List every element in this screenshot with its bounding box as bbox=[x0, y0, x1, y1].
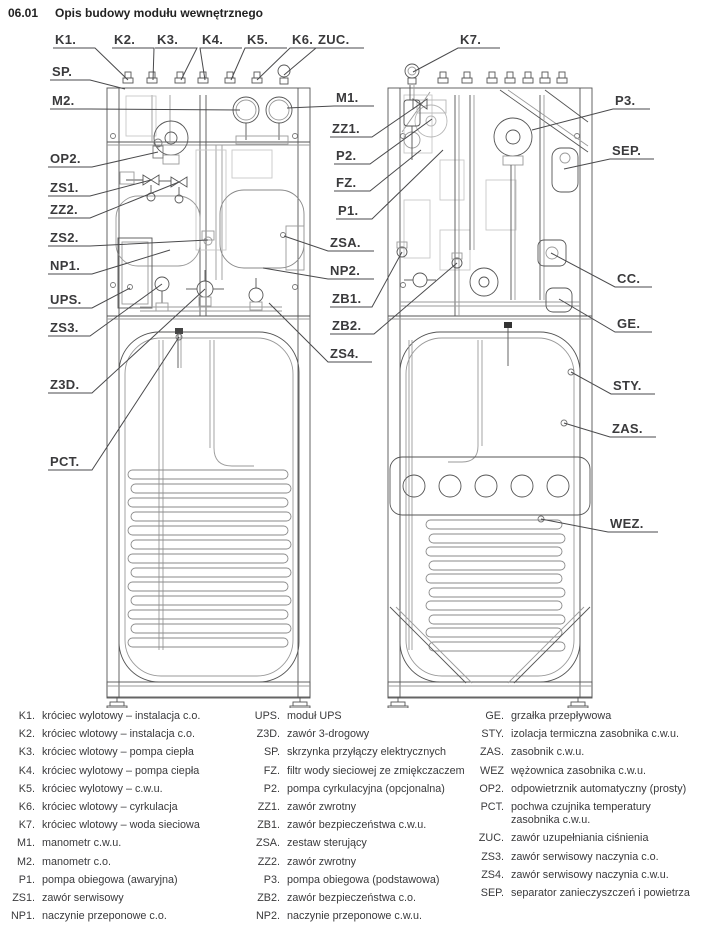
callout-label: CC. bbox=[617, 271, 641, 286]
callout-sty bbox=[571, 372, 655, 394]
legend-desc: moduł UPS bbox=[287, 710, 342, 722]
legend-item-k1 bbox=[2, 710, 234, 723]
callout-np2 bbox=[263, 263, 374, 279]
legend-desc: zawór zwrotny bbox=[287, 801, 356, 814]
legend-desc: odpowietrznik automatyczny (prosty) bbox=[511, 782, 687, 795]
legend-abbr: SP. bbox=[263, 746, 280, 759]
legend-item-zuc bbox=[460, 832, 704, 845]
legend-item-zz2 bbox=[238, 856, 462, 869]
callout-label: ZB2. bbox=[332, 318, 362, 333]
callout-zas bbox=[564, 421, 656, 437]
callout-label: NP2. bbox=[330, 263, 361, 278]
legend-abbr: P1. bbox=[18, 873, 35, 886]
legend-desc: manometr c.o. bbox=[42, 855, 112, 868]
legend-item-k3 bbox=[2, 746, 234, 759]
legend-abbr: Z3D. bbox=[256, 728, 280, 741]
callout-label: M2. bbox=[52, 93, 75, 108]
sensor-pocket-pct bbox=[175, 328, 183, 368]
callout-op2 bbox=[48, 151, 158, 167]
section-number: 06.01 bbox=[8, 6, 39, 20]
callout-label: SP. bbox=[52, 64, 73, 79]
legend-item-k7 bbox=[2, 819, 234, 832]
legend-item-zb1 bbox=[238, 819, 462, 832]
feet-right bbox=[388, 697, 588, 708]
legend-desc: grzałka przepływowa bbox=[511, 710, 612, 722]
callout-k7 bbox=[413, 32, 500, 72]
legend-abbr: ZUC. bbox=[478, 832, 504, 845]
legend-abbr: ZB2. bbox=[257, 892, 280, 905]
manometer-m2 bbox=[233, 97, 259, 140]
callout-label: OP2. bbox=[50, 151, 81, 166]
legend-item-zs3 bbox=[460, 851, 704, 864]
legend-desc: pochwa czujnika temperatury zasobnika c.w.u. bbox=[511, 801, 651, 827]
callout-label: NP1. bbox=[50, 258, 81, 273]
legend-desc: króciec wylotowy – c.w.u. bbox=[42, 782, 163, 795]
legend-desc: wężownica zasobnika c.w.u. bbox=[511, 764, 647, 777]
legend-abbr: P3. bbox=[263, 873, 280, 886]
legend-desc: naczynie przeponowe c.w.u. bbox=[287, 910, 423, 923]
legend-item-p3 bbox=[238, 874, 462, 887]
right-drawing bbox=[388, 64, 592, 708]
legend-item-np2 bbox=[238, 910, 462, 923]
legend-item-sty bbox=[460, 728, 704, 741]
callout-label: SEP. bbox=[612, 143, 642, 158]
legend-abbr: K7. bbox=[18, 819, 35, 832]
legend-desc: pompa cyrkulacyjna (opcjonalna) bbox=[287, 782, 445, 795]
callout-label: ZS3. bbox=[50, 320, 79, 335]
legend-item-z3d bbox=[238, 728, 462, 741]
callout-zs1 bbox=[48, 180, 151, 196]
manometer-m1 bbox=[266, 97, 292, 140]
valve-zs1 bbox=[143, 175, 159, 201]
callout-label: FZ. bbox=[336, 175, 357, 190]
legend-item-ups bbox=[238, 710, 462, 723]
legend-abbr: GE. bbox=[485, 710, 504, 722]
legend-desc: zawór zwrotny bbox=[287, 855, 356, 868]
legend-desc: pompa obiegowa (awaryjna) bbox=[42, 873, 178, 886]
callout-sp bbox=[50, 64, 125, 89]
callout-m1 bbox=[287, 90, 374, 108]
legend-abbr: ZSA. bbox=[256, 837, 280, 850]
legend-desc: separator zanieczyszczeń i powietrza bbox=[511, 887, 690, 900]
callout-label: P2. bbox=[336, 148, 357, 163]
legend-desc: zawór serwisowy naczynia c.o. bbox=[511, 850, 659, 863]
legend-desc: izolacja termiczna zasobnika c.w.u. bbox=[511, 728, 680, 741]
legend-desc: zawór uzupełniania ciśnienia bbox=[511, 832, 649, 845]
legend-desc: zawór bezpieczeństwa c.w.u. bbox=[287, 819, 427, 832]
legend-abbr: ZS3. bbox=[481, 850, 504, 863]
callout-label: ZS4. bbox=[330, 346, 359, 361]
legend-desc: naczynie przeponowe c.o. bbox=[42, 910, 167, 923]
vessel-np2 bbox=[220, 190, 304, 268]
bracket-band bbox=[390, 457, 590, 515]
callout-label: STY. bbox=[613, 378, 642, 393]
legend-desc: zawór bezpieczeństwa c.o. bbox=[287, 892, 417, 905]
legend-item-zz1 bbox=[238, 801, 462, 814]
legend-abbr: PCT. bbox=[480, 801, 504, 814]
valve-zb1 bbox=[397, 242, 407, 257]
legend-abbr: K3. bbox=[18, 746, 35, 759]
legend-item-k6 bbox=[2, 801, 234, 814]
legend-abbr: WEZ bbox=[480, 764, 504, 777]
top-fittings-right bbox=[405, 64, 567, 84]
legend-item-ge bbox=[460, 710, 704, 723]
vessel-np1 bbox=[116, 196, 200, 266]
legend-desc: króciec wylotowy – pompa ciepła bbox=[42, 764, 200, 777]
legend-abbr: ZB1. bbox=[257, 819, 280, 832]
heater-ge bbox=[546, 288, 572, 312]
callout-label: ZZ2. bbox=[50, 202, 78, 217]
callout-k3 bbox=[155, 32, 197, 80]
valve-zz2 bbox=[171, 177, 187, 203]
legend-abbr: ZAS. bbox=[480, 746, 504, 759]
pump-lower bbox=[470, 268, 498, 296]
legend-item-m1 bbox=[2, 837, 234, 850]
legend-item-sep bbox=[460, 887, 704, 900]
section-title: Opis budowy modułu wewnętrznego bbox=[55, 6, 264, 20]
feet-left bbox=[107, 697, 310, 708]
legend-abbr: K2. bbox=[18, 728, 35, 741]
legend-abbr: FZ. bbox=[263, 764, 280, 777]
callout-label: M1. bbox=[336, 90, 359, 105]
callout-label: ZS1. bbox=[50, 180, 79, 195]
legend-abbr: ZS1. bbox=[12, 892, 35, 905]
legend-item-np1 bbox=[2, 910, 234, 923]
legend-desc: zawór 3-drogowy bbox=[287, 728, 370, 741]
legend-item-zb2 bbox=[238, 892, 462, 905]
legend-item-k5 bbox=[2, 783, 234, 796]
callout-label: PCT. bbox=[50, 454, 80, 469]
legend-abbr: K6. bbox=[18, 801, 35, 814]
callout-k2 bbox=[112, 32, 154, 80]
legend-abbr: OP2. bbox=[479, 782, 504, 795]
legend-column-2 bbox=[238, 710, 465, 926]
legend-abbr: NP2. bbox=[255, 910, 280, 923]
legend-desc: filtr wody sieciowej ze zmiękczaczem bbox=[287, 764, 465, 777]
legend-abbr: ZS4. bbox=[481, 868, 504, 881]
legend-desc: zawór serwisowy naczynia c.w.u. bbox=[511, 868, 669, 881]
component-zs2 bbox=[202, 231, 214, 245]
callout-label: ZB1. bbox=[332, 291, 362, 306]
valve-zs3 bbox=[155, 277, 169, 311]
callout-label: ZUC. bbox=[318, 32, 350, 47]
legend-item-zs4 bbox=[460, 869, 704, 882]
legend-abbr: K1. bbox=[18, 710, 35, 722]
legend-item-k2 bbox=[2, 728, 234, 741]
legend-item-zsa bbox=[238, 837, 462, 850]
legend-desc: króciec wlotowy – cyrkulacja bbox=[42, 801, 178, 814]
callout-label: UPS. bbox=[50, 292, 82, 307]
left-drawing bbox=[107, 65, 310, 708]
callout-p3 bbox=[532, 93, 650, 130]
legend-desc: zasobnik c.w.u. bbox=[511, 746, 585, 759]
legend-desc: króciec wlotowy – woda sieciowa bbox=[42, 819, 200, 832]
legend-desc: pompa obiegowa (podstawowa) bbox=[287, 873, 440, 886]
legend-item-p1 bbox=[2, 874, 234, 887]
callout-label: K2. bbox=[114, 32, 136, 47]
legend-item-pct bbox=[460, 801, 704, 827]
callout-label: WEZ. bbox=[610, 516, 644, 531]
legend-abbr: NP1. bbox=[10, 910, 35, 923]
legend-desc: króciec wylotowy – instalacja c.o. bbox=[42, 710, 201, 722]
coil-right bbox=[426, 520, 565, 651]
valve-zs4 bbox=[249, 278, 263, 310]
legend-item-op2 bbox=[460, 783, 704, 796]
legend-item-zas bbox=[460, 746, 704, 759]
legend-column-3 bbox=[460, 710, 704, 905]
callout-label: K7. bbox=[460, 32, 482, 47]
legend-item-fz bbox=[238, 764, 465, 778]
legend-desc: króciec wlotowy – instalacja c.o. bbox=[42, 728, 196, 741]
callout-ge bbox=[559, 299, 652, 332]
legend-abbr: STY. bbox=[481, 728, 504, 741]
callout-label: ZZ1. bbox=[332, 121, 360, 136]
legend-desc: manometr c.w.u. bbox=[42, 837, 122, 850]
legend-item-k4 bbox=[2, 765, 234, 778]
legend-desc: zestaw sterujący bbox=[287, 837, 367, 850]
legend-item-m2 bbox=[2, 856, 234, 869]
callout-label: K3. bbox=[157, 32, 179, 47]
legend-abbr: K5. bbox=[18, 782, 35, 795]
legend-column-1 bbox=[2, 710, 234, 926]
legend-desc: króciec wlotowy – pompa ciepła bbox=[42, 746, 194, 759]
k7-fitting bbox=[405, 64, 419, 84]
legend-desc: skrzynka przyłączy elektrycznych bbox=[287, 746, 446, 759]
legend-abbr: ZZ2. bbox=[257, 855, 280, 868]
top-fittings-left bbox=[123, 65, 290, 84]
coil-left bbox=[128, 470, 291, 647]
separator-sep bbox=[552, 148, 578, 192]
callout-label: Z3D. bbox=[50, 377, 80, 392]
legend-abbr: UPS. bbox=[254, 710, 280, 722]
legend-abbr: M2. bbox=[17, 855, 35, 868]
legend-abbr: M1. bbox=[17, 837, 35, 850]
legend-abbr: SEP. bbox=[480, 887, 504, 900]
callout-zsa bbox=[284, 235, 374, 251]
callout-label: ZSA. bbox=[330, 235, 361, 250]
legend-item-p2 bbox=[238, 783, 462, 796]
callout-label: GE. bbox=[617, 316, 641, 331]
callout-zz1 bbox=[330, 104, 420, 137]
ups-box bbox=[118, 238, 152, 308]
callout-label: P1. bbox=[338, 203, 359, 218]
legend-abbr: K4. bbox=[18, 764, 35, 777]
legend-item-sp bbox=[238, 746, 462, 759]
callout-label: K1. bbox=[55, 32, 77, 47]
legend-item-zs1 bbox=[2, 892, 234, 905]
callout-label: ZS2. bbox=[50, 230, 79, 245]
callout-label: K6. bbox=[292, 32, 314, 47]
legend-item-wez bbox=[460, 765, 704, 778]
legend-desc: zawór serwisowy bbox=[42, 892, 124, 905]
legend-abbr: P2. bbox=[263, 782, 280, 795]
callout-wez bbox=[541, 516, 658, 532]
legend-abbr: ZZ1. bbox=[257, 801, 280, 814]
callout-label: P3. bbox=[615, 93, 636, 108]
callout-label: K4. bbox=[202, 32, 224, 47]
callout-label: ZAS. bbox=[612, 421, 643, 436]
callout-label: K5. bbox=[247, 32, 269, 47]
pump-p3 bbox=[494, 118, 532, 300]
